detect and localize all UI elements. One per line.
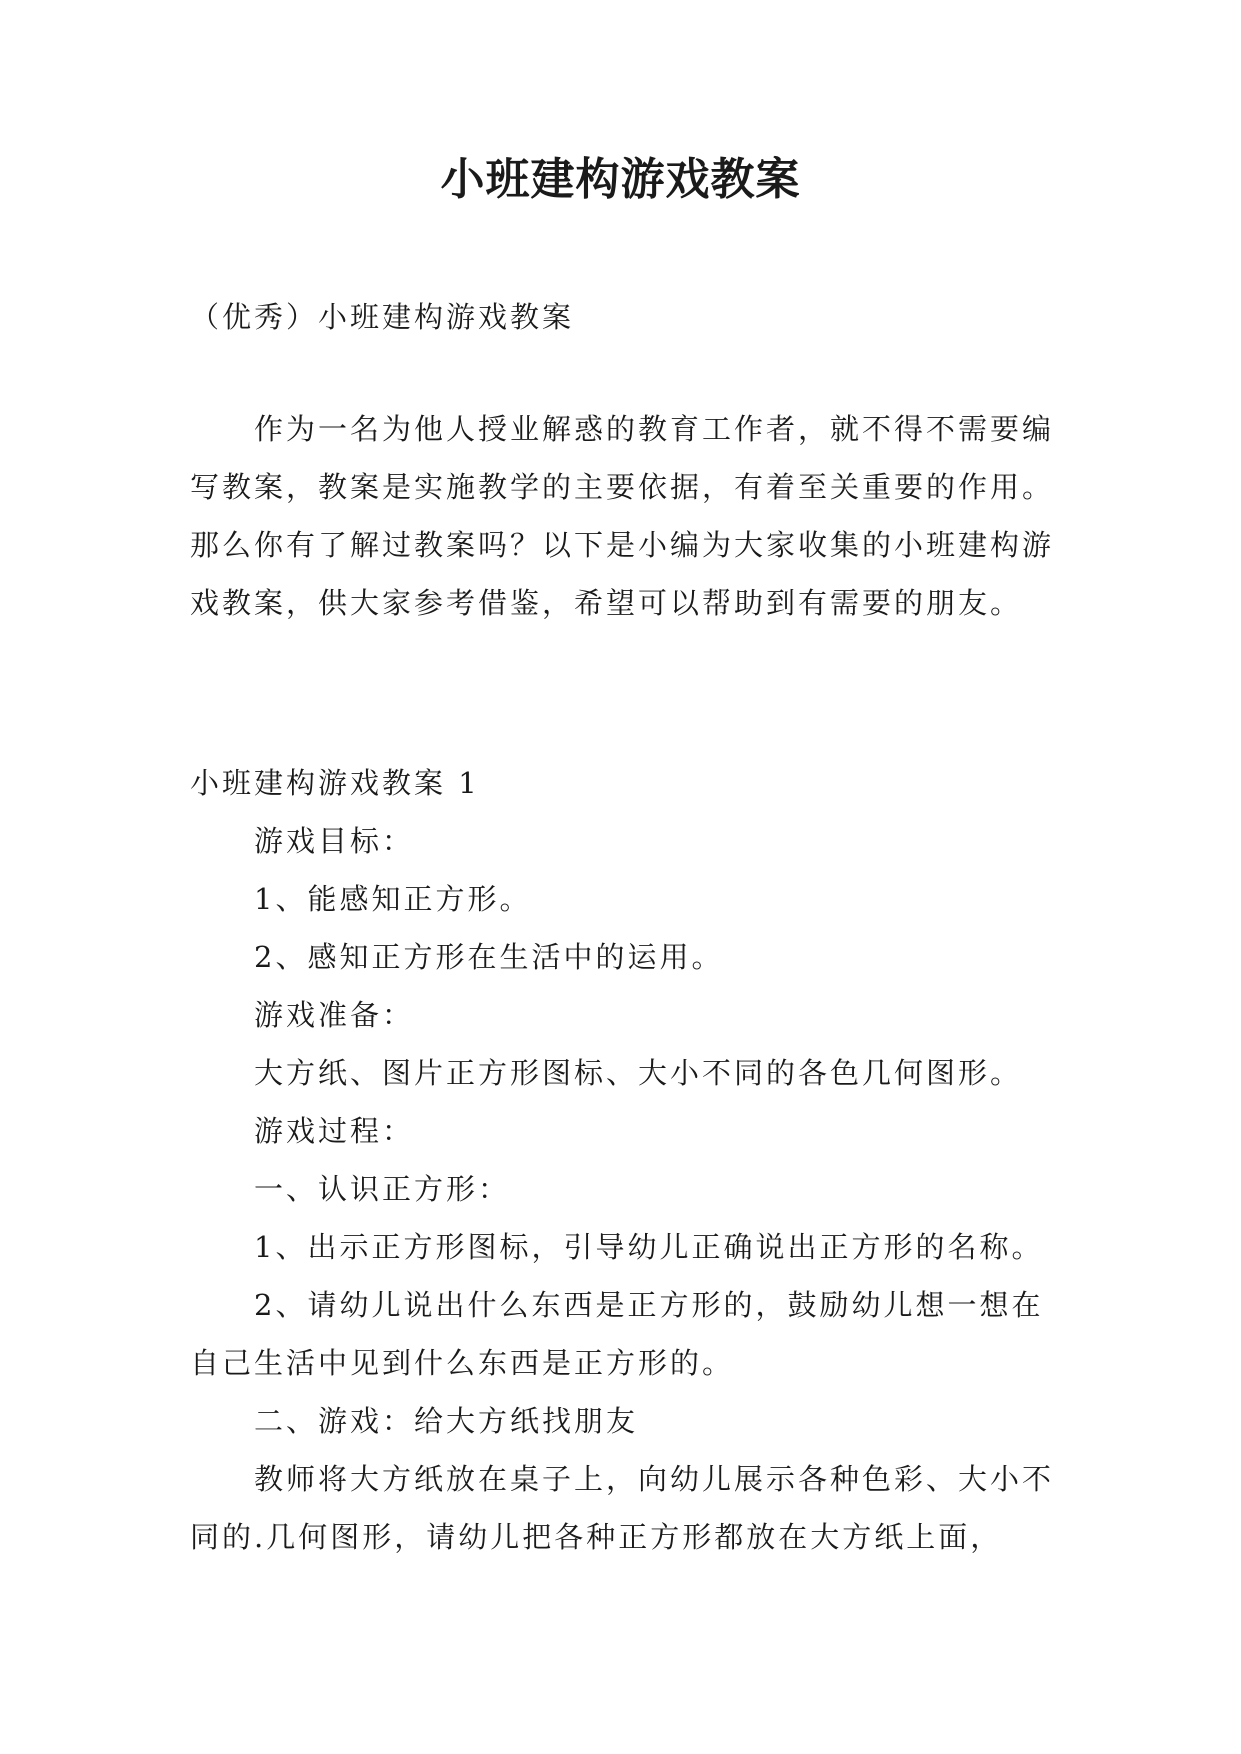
document-subtitle: （优秀）小班建构游戏教案 <box>190 300 575 334</box>
section-line-step-2-text: 教师将大方纸放在桌子上，向幼儿展示各种色彩、大小不同的.几何图形，请幼儿把各种正方形都放在大方纸上面， <box>190 1462 1055 1554</box>
section-line-step-2-heading: 二、游戏：给大方纸找朋友 <box>254 1404 639 1438</box>
section-line-process-heading: 游戏过程： <box>254 1114 415 1148</box>
section-line-step-1-item-1: 1、出示正方形图标，引导幼儿正确说出正方形的名称。 <box>254 1230 1044 1264</box>
section-line-prep-heading: 游戏准备： <box>254 998 415 1032</box>
section-line-goal-1: 1、能感知正方形。 <box>254 882 532 916</box>
section-line-step-1-item-2: 2、请幼儿说出什么东西是正方形的，鼓励幼儿想一想在自己生活中见到什么东西是正方形的。 <box>190 1288 1044 1380</box>
lesson-section-1 <box>190 754 1060 1566</box>
section-line-step-1-heading: 一、认识正方形： <box>254 1172 511 1206</box>
section-line-goal-heading: 游戏目标： <box>254 824 415 858</box>
section-line-prep-materials: 大方纸、图片正方形图标、大小不同的各色几何图形。 <box>254 1056 1023 1090</box>
intro-paragraph: 作为一名为他人授业解惑的教育工作者，就不得不需要编写教案，教案是实施教学的主要依据，有着至关重要的作用。那么你有了解过教案吗？以下是小编为大家收集的小班建构游戏教案，供大家参考借鉴，希望可以帮助到有需要的朋友。 <box>190 412 1055 620</box>
section-heading: 小班建构游戏教案 1 <box>190 766 480 800</box>
section-line-goal-2: 2、感知正方形在生活中的运用。 <box>254 940 724 974</box>
document-title: 小班建构游戏教案 <box>440 154 801 205</box>
